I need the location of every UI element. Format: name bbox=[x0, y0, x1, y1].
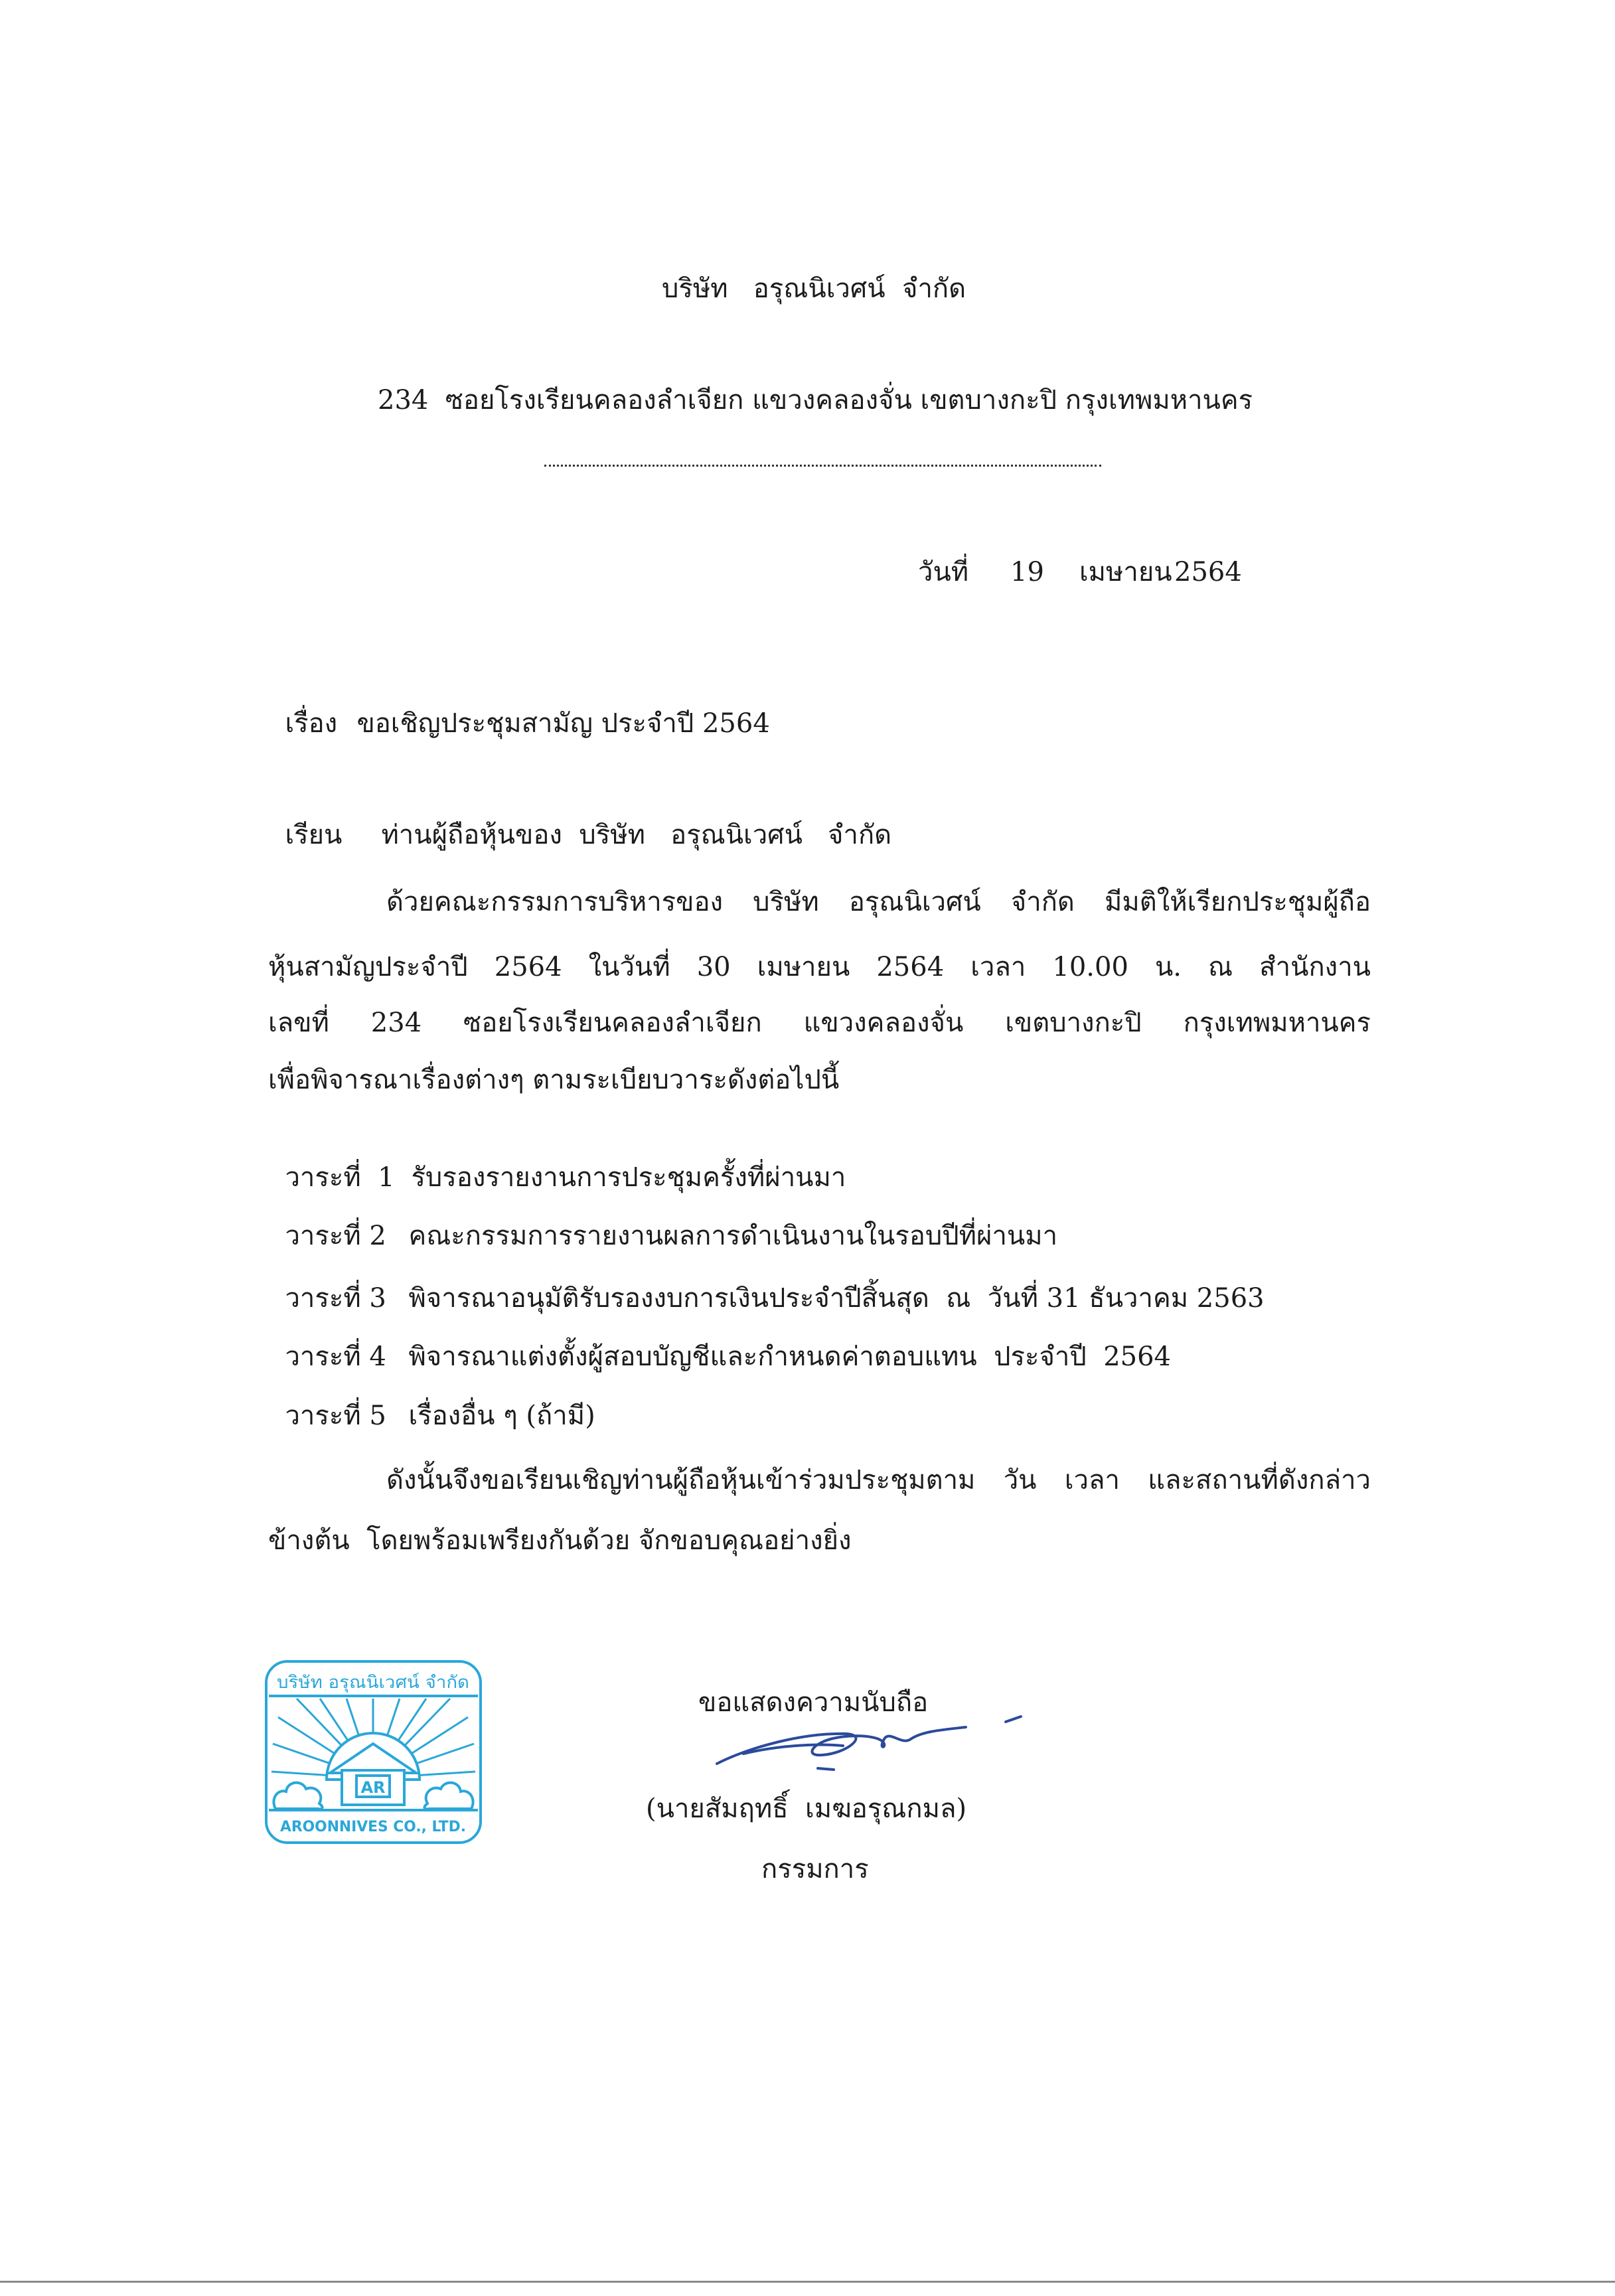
company-address: 234 ซอยโรงเรียนคลองลำเจียก แขวงคลองจั่น เขตบางกะปิ กรุงเทพมหานคร bbox=[378, 385, 1253, 416]
body-line: ด้วยคณะกรรมการบริหารของ บริษัท อรุณนิเวศน์ จำกัด มีมติให้เรียกประชุมผู้ถือ bbox=[386, 887, 1371, 917]
date-month: เมษายน bbox=[1079, 557, 1172, 587]
closing-line: ข้างต้น โดยพร้อมเพรียงกันด้วย จักขอบคุณอย่างยิ่ง bbox=[268, 1525, 852, 1556]
signatory-name: (นายสัมฤทธิ์ เมฆอรุณกมล) bbox=[646, 1794, 967, 1824]
agenda-text: พิจารณาอนุมัติรับรองงบการเงินประจำปีสิ้นสุด ณ วันที่ 31 ธันวาคม 2563 bbox=[408, 1283, 1265, 1314]
seal-monogram: AR bbox=[360, 1778, 386, 1797]
agenda-item bbox=[268, 1356, 595, 1436]
subject-label: เรื่อง bbox=[285, 708, 338, 739]
body-line: เลขที่ 234 ซอยโรงเรียนคลองลำเจียก แขวงคลองจั่น เขตบางกะปิ กรุงเทพมหานคร bbox=[268, 1008, 1371, 1038]
company-seal bbox=[264, 1659, 483, 1845]
agenda-label: วาระที่ 2 bbox=[285, 1221, 386, 1251]
scan-bottom-edge bbox=[0, 2281, 1615, 2283]
signatory-position: กรรมการ bbox=[761, 1854, 869, 1884]
agenda-text: คณะกรรมการรายงานผลการดำเนินงานในรอบปีที่ผ่านมา bbox=[408, 1221, 1058, 1251]
body-line: เพื่อพิจารณาเรื่องต่างๆ ตามระเบียบวาระดังต่อไปนี้ bbox=[268, 1065, 840, 1095]
body-line: หุ้นสามัญประจำปี 2564 ในวันที่ 30 เมษายน 2564 เวลา 10.00 น. ณ สำนักงาน bbox=[268, 952, 1371, 982]
salutation: ขอแสดงความนับถือ bbox=[698, 1687, 929, 1718]
seal-english-name: AROONNIVES CO., LTD. bbox=[280, 1819, 466, 1835]
seal-thai-name: บริษัท อรุณนิเวศน์ จำกัด bbox=[277, 1673, 469, 1693]
agenda-label: วาระที่ 3 bbox=[285, 1283, 386, 1314]
agenda-text: พิจารณาแต่งตั้งผู้สอบบัญชีและกำหนดค่าตอบแทน ประจำปี 2564 bbox=[408, 1341, 1171, 1372]
subject-line bbox=[268, 664, 770, 743]
recipient-text: ท่านผู้ถือหุ้นของ บริษัท อรุณนิเวศน์ จำกัด bbox=[381, 820, 892, 850]
agenda-label: วาระที่ 4 bbox=[285, 1341, 386, 1372]
date-label: วันที่ bbox=[918, 557, 969, 587]
subject-text: ขอเชิญประชุมสามัญ ประจำปี 2564 bbox=[356, 708, 770, 739]
agenda-text: รับรองรายงานการประชุมครั้งที่ผ่านมา bbox=[411, 1162, 846, 1193]
date-day: 19 bbox=[1010, 557, 1044, 587]
handwritten-signature bbox=[704, 1707, 1036, 1784]
agenda-label: วาระที่ 5 bbox=[285, 1401, 386, 1431]
letter-date bbox=[918, 552, 1263, 592]
closing-line: ดังนั้นจึงขอเรียนเชิญท่านผู้ถือหุ้นเข้าร่วมประชุมตาม วัน เวลา และสถานที่ดังกล่าว bbox=[386, 1465, 1371, 1495]
agenda-label: วาระที่ 1 bbox=[285, 1162, 395, 1193]
agenda-text: เรื่องอื่น ๆ (ถ้ามี) bbox=[408, 1401, 595, 1431]
recipient-label: เรียน bbox=[285, 820, 343, 850]
date-year: 2564 bbox=[1174, 557, 1242, 587]
letterhead-dotted-divider bbox=[544, 465, 1101, 467]
recipient-line bbox=[268, 775, 891, 855]
company-name: บริษัท อรุณนิเวศน์ จำกัด bbox=[662, 273, 966, 304]
